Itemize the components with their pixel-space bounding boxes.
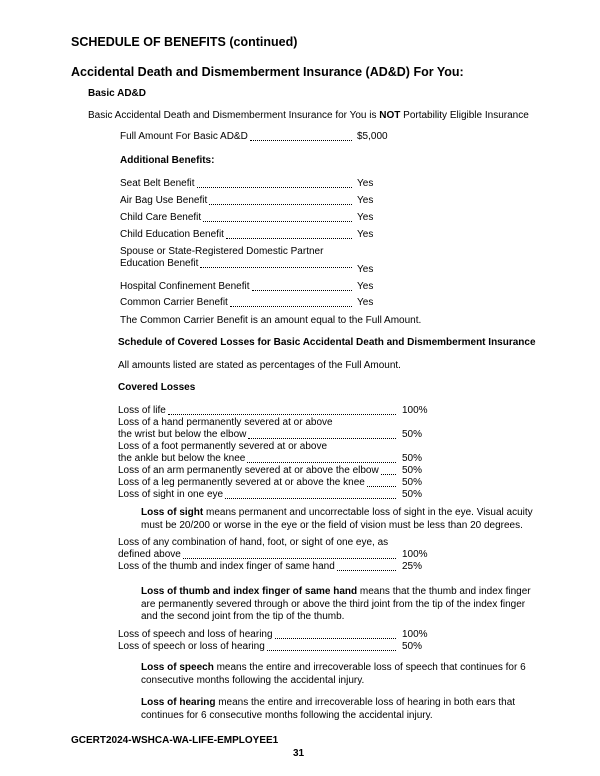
loss-label bbox=[118, 489, 396, 501]
benefit-label bbox=[120, 195, 352, 207]
definition-term: Loss of sight bbox=[141, 507, 204, 518]
label-text: Loss of sight in one eye bbox=[118, 489, 224, 500]
label-text: Child Education Benefit bbox=[120, 229, 224, 240]
portability-text: Basic Accidental Death and Dismemberment Insurance for You is bbox=[88, 110, 380, 121]
dot-leader bbox=[197, 187, 353, 188]
label-text: Loss of a leg permanently severed at or above the knee bbox=[118, 477, 365, 488]
dot-leader bbox=[252, 290, 352, 291]
dot-leader bbox=[230, 306, 352, 307]
loss-label bbox=[118, 549, 396, 561]
dot-leader bbox=[226, 238, 352, 239]
label-text: Education Benefit bbox=[120, 258, 199, 269]
label-text: Loss of an arm permanently severed at or above the elbow bbox=[118, 465, 379, 476]
loss-label-line1: Loss of a hand permanently severed at or above bbox=[118, 417, 333, 428]
benefit-label bbox=[120, 281, 352, 293]
loss-label-line1: Loss of any combination of hand, foot, or sight of one eye, as bbox=[118, 537, 389, 548]
dot-leader bbox=[225, 498, 396, 499]
benefit-label bbox=[120, 229, 352, 241]
benefit-label bbox=[120, 258, 352, 270]
loss-label bbox=[118, 561, 396, 573]
definition-text: means that the thumb and index finger are permanently severed through or above the third joint from the tip of the index finger and the second joint from the tip of the thumb. bbox=[141, 586, 531, 622]
benefit-value: Yes bbox=[357, 297, 374, 308]
page-title: SCHEDULE OF BENEFITS (continued) bbox=[71, 35, 298, 49]
covered-losses-heading: Covered Losses bbox=[118, 382, 196, 393]
dot-leader bbox=[203, 221, 352, 222]
definition-loss-of-speech bbox=[141, 662, 533, 687]
portability-text-end: Portability Eligible Insurance bbox=[400, 110, 529, 121]
dot-leader bbox=[381, 474, 396, 475]
benefit-label bbox=[120, 178, 352, 190]
label-text: Hospital Confinement Benefit bbox=[120, 281, 250, 292]
loss-label bbox=[118, 477, 396, 489]
definition-loss-of-sight bbox=[141, 507, 533, 532]
label-text: the wrist but below the elbow bbox=[118, 429, 247, 440]
benefit-value: Yes bbox=[357, 229, 374, 240]
dot-leader bbox=[337, 570, 396, 571]
loss-label bbox=[118, 453, 396, 465]
label-text: Seat Belt Benefit bbox=[120, 178, 195, 189]
label-text: Loss of speech and loss of hearing bbox=[118, 629, 273, 640]
label-text: Common Carrier Benefit bbox=[120, 297, 228, 308]
full-amount-value: $5,000 bbox=[357, 131, 388, 142]
amounts-note: All amounts listed are stated as percentages of the Full Amount. bbox=[118, 360, 401, 371]
loss-label-line1: Loss of a foot permanently severed at or above bbox=[118, 441, 328, 452]
loss-label bbox=[118, 641, 396, 653]
dot-leader bbox=[250, 140, 352, 141]
loss-value: 25% bbox=[402, 561, 423, 572]
label-text: Loss of life bbox=[118, 405, 166, 416]
definition-text: means permanent and uncorrectable loss of sight in the eye. Visual acuity must be 20/200 or worse in the eye or the field of vision must be less than 20 degrees. bbox=[141, 507, 533, 531]
definition-term: Loss of thumb and index finger of same hand bbox=[141, 586, 358, 597]
benefit-value: Yes bbox=[357, 212, 374, 223]
loss-value: 50% bbox=[402, 489, 423, 500]
benefit-value: Yes bbox=[357, 178, 374, 189]
dot-leader bbox=[367, 486, 396, 487]
loss-value: 50% bbox=[402, 465, 423, 476]
dot-leader bbox=[248, 438, 396, 439]
definition-term: Loss of speech bbox=[141, 662, 214, 673]
loss-value: 50% bbox=[402, 477, 423, 488]
dot-leader bbox=[168, 414, 396, 415]
dot-leader bbox=[183, 558, 396, 559]
common-carrier-note: The Common Carrier Benefit is an amount equal to the Full Amount. bbox=[120, 315, 422, 326]
dot-leader bbox=[200, 267, 352, 268]
loss-value: 50% bbox=[402, 641, 423, 652]
additional-benefits-heading: Additional Benefits: bbox=[120, 155, 215, 166]
loss-value: 50% bbox=[402, 453, 423, 464]
definition-loss-of-thumb bbox=[141, 586, 533, 624]
section-heading: Accidental Death and Dismemberment Insurance (AD&D) For You: bbox=[71, 65, 464, 79]
full-amount-label bbox=[120, 131, 352, 143]
label-text: Air Bag Use Benefit bbox=[120, 195, 208, 206]
label-text: Child Care Benefit bbox=[120, 212, 202, 223]
label-text: Full Amount For Basic AD&D bbox=[120, 131, 248, 142]
schedule-heading: Schedule of Covered Losses for Basic Accidental Death and Dismemberment Insurance bbox=[118, 337, 536, 348]
benefit-label bbox=[120, 212, 352, 224]
definition-text: means the entire and irrecoverable loss of speech that continues for 6 consecutive months following the accidental injury. bbox=[141, 662, 526, 686]
loss-label bbox=[118, 405, 396, 417]
loss-label bbox=[118, 629, 396, 641]
footer-code: GCERT2024-WSHCA-WA-LIFE-EMPLOYEE1 bbox=[71, 735, 279, 746]
loss-value: 50% bbox=[402, 429, 423, 440]
benefit-value: Yes bbox=[357, 195, 374, 206]
label-text: Loss of the thumb and index finger of same hand bbox=[118, 561, 335, 572]
label-text: Loss of speech or loss of hearing bbox=[118, 641, 265, 652]
definition-loss-of-hearing bbox=[141, 697, 533, 722]
page-number: 31 bbox=[293, 748, 305, 759]
dot-leader bbox=[209, 204, 352, 205]
benefit-value: Yes bbox=[357, 264, 374, 275]
basic-add-heading: Basic AD&D bbox=[88, 88, 146, 99]
portability-statement bbox=[88, 110, 529, 122]
loss-value: 100% bbox=[402, 549, 428, 560]
benefit-value: Yes bbox=[357, 281, 374, 292]
label-text: the ankle but below the knee bbox=[118, 453, 246, 464]
dot-leader bbox=[275, 638, 396, 639]
benefit-label-line1: Spouse or State-Registered Domestic Partner bbox=[120, 246, 324, 257]
dot-leader bbox=[247, 462, 396, 463]
definition-term: Loss of hearing bbox=[141, 697, 216, 708]
loss-label bbox=[118, 429, 396, 441]
loss-value: 100% bbox=[402, 629, 428, 640]
loss-label bbox=[118, 465, 396, 477]
label-text: defined above bbox=[118, 549, 181, 560]
portability-not: NOT bbox=[379, 110, 401, 121]
definition-text: means the entire and irrecoverable loss of hearing in both ears that continues for 6 consecutive months following the accidental injury. bbox=[141, 697, 516, 721]
loss-value: 100% bbox=[402, 405, 428, 416]
dot-leader bbox=[267, 650, 396, 651]
benefit-label bbox=[120, 297, 352, 309]
